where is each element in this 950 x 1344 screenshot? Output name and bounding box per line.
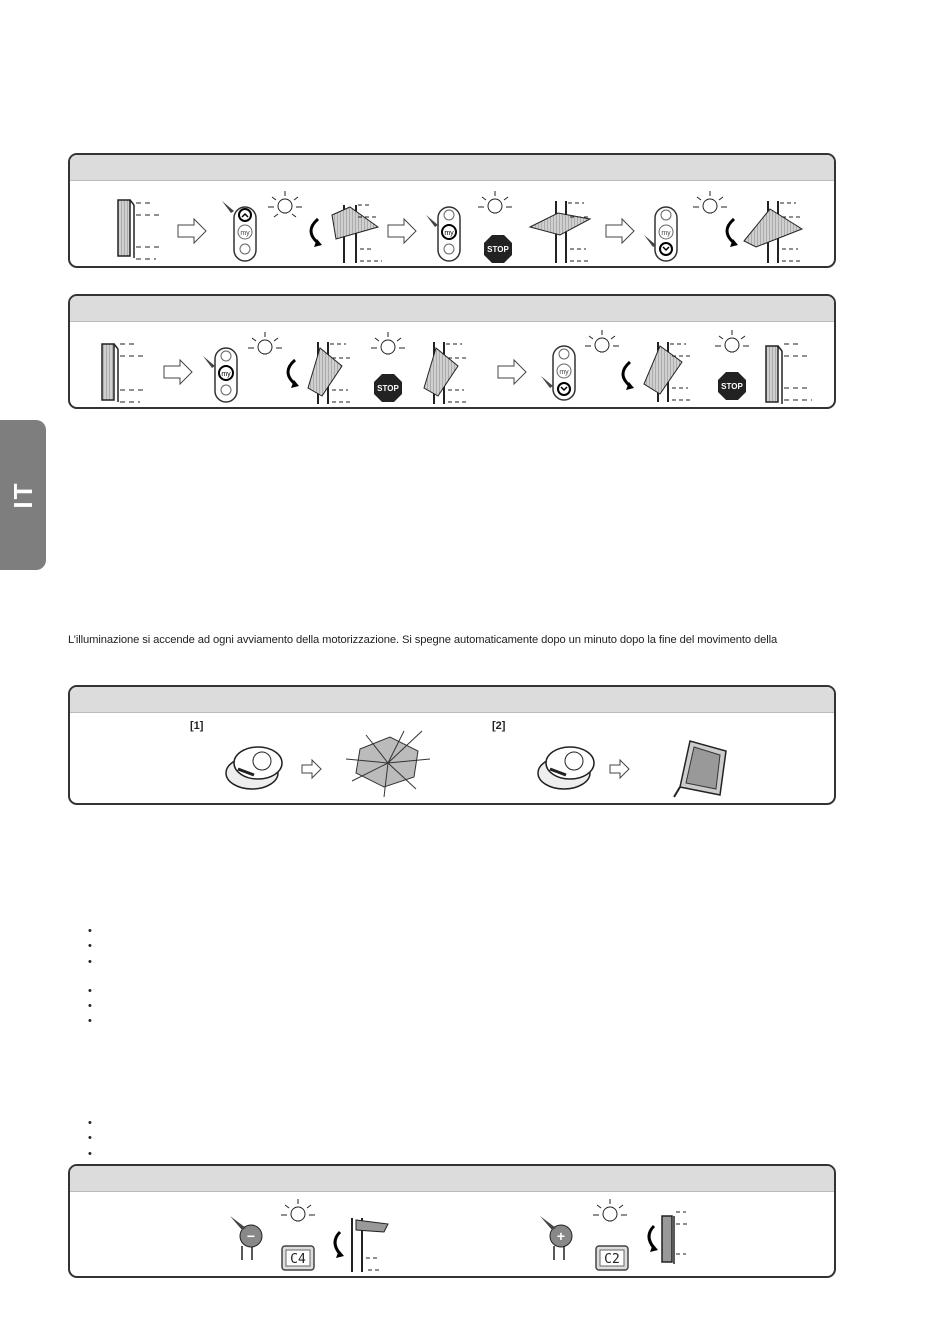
- svg-text:+: +: [556, 1228, 566, 1244]
- svg-text:my: my: [559, 369, 569, 376]
- step-2-tag: [2]: [492, 720, 506, 732]
- panel-4-illustration: [70, 1166, 836, 1278]
- rotate-arrow-icon: [288, 360, 299, 388]
- remote-control-icon: [644, 207, 677, 261]
- panel-2-illustration: [70, 296, 836, 409]
- awning-closing-icon: [644, 342, 692, 402]
- panel-3-illustration: [70, 687, 836, 805]
- rotate-arrow-icon: [727, 219, 738, 247]
- remote-control-icon: [203, 348, 237, 402]
- awning-stopped-icon: [424, 342, 468, 404]
- arrow-right-icon: [388, 219, 416, 243]
- bullet-marker: •: [88, 1117, 92, 1129]
- closed-screen-icon: [766, 344, 812, 404]
- svg-text:STOP: STOP: [487, 245, 509, 254]
- plus-button-icon: [540, 1216, 572, 1260]
- panel-close-sequence: [68, 294, 836, 409]
- arrow-right-icon: [610, 760, 629, 778]
- light-bulb-icon: [693, 191, 727, 213]
- rotate-arrow-icon: [649, 1226, 658, 1252]
- bullet-marker: •: [88, 985, 92, 997]
- closed-screen-icon: [102, 344, 146, 402]
- awning-open-icon: [332, 205, 382, 263]
- panel-bulb-replacement: [68, 685, 836, 805]
- panel-open-sequence: [68, 153, 836, 268]
- language-tab-label: IT: [7, 481, 38, 509]
- light-bulb-icon: [281, 1199, 315, 1221]
- arrow-right-icon: [164, 360, 192, 384]
- bullet-marker: •: [88, 1015, 92, 1027]
- stop-sign-icon: [374, 374, 402, 402]
- rotate-arrow-icon: [311, 219, 322, 247]
- svg-text:my: my: [240, 230, 250, 237]
- awning-closing-icon: [308, 342, 352, 404]
- bullet-marker: •: [88, 1132, 92, 1144]
- light-bulb-icon: [248, 332, 282, 354]
- svg-text:STOP: STOP: [377, 384, 399, 393]
- panel-1-illustration: [70, 155, 836, 268]
- bullet-marker: •: [88, 1148, 92, 1160]
- display-readout: [596, 1246, 628, 1270]
- svg-text:my: my: [661, 230, 671, 237]
- closed-screen-icon: [118, 200, 162, 259]
- display-readout: [282, 1246, 314, 1270]
- bullet-marker: •: [88, 925, 92, 937]
- closed-screen-icon: [662, 1212, 690, 1264]
- bullet-marker: •: [88, 956, 92, 968]
- bullet-marker: •: [88, 940, 92, 952]
- lamp-housing-icon: [674, 741, 726, 797]
- arrow-right-icon: [178, 219, 206, 243]
- remote-control-icon: [426, 207, 460, 261]
- remote-control-icon: [222, 201, 256, 261]
- light-bulb-icon: [593, 1199, 627, 1221]
- rotate-arrow-icon: [623, 362, 634, 390]
- light-bulb-icon: [585, 330, 619, 352]
- language-tab[interactable]: [0, 420, 46, 570]
- light-bulb-icon: [371, 332, 405, 354]
- light-bulb-icon: [268, 191, 302, 217]
- svg-text:−: −: [246, 1228, 256, 1244]
- svg-text:C4: C4: [290, 1252, 306, 1267]
- arrow-right-icon: [498, 360, 526, 384]
- broken-lamp-icon: [346, 731, 430, 797]
- remote-control-icon: [541, 346, 575, 400]
- minus-button-icon: [230, 1216, 262, 1260]
- rotate-arrow-icon: [335, 1232, 344, 1258]
- panel-adjustment: [68, 1164, 836, 1278]
- light-bulb-icon: [478, 191, 512, 213]
- stop-sign-icon: [484, 235, 512, 263]
- svg-text:my: my: [221, 371, 231, 378]
- stop-sign-icon: [718, 372, 746, 400]
- arrow-right-icon: [302, 760, 321, 778]
- awning-stopped-icon: [530, 201, 590, 263]
- light-bulb-icon: [715, 330, 749, 352]
- awning-open-icon: [352, 1218, 388, 1272]
- svg-text:my: my: [444, 230, 454, 237]
- lamp-unit-icon: [538, 747, 594, 789]
- svg-text:STOP: STOP: [721, 382, 743, 391]
- svg-text:C2: C2: [604, 1252, 620, 1267]
- illumination-paragraph: L’illuminazione si accende ad ogni avviamento della motorizzazione. Si spegne automaticamente dopo un minuto dopo la fine del movimento della: [68, 634, 778, 646]
- step-1-tag: [1]: [190, 720, 204, 732]
- arrow-right-icon: [606, 219, 634, 243]
- lamp-unit-icon: [226, 747, 282, 789]
- awning-closing-icon: [744, 201, 802, 263]
- bullet-marker: •: [88, 1000, 92, 1012]
